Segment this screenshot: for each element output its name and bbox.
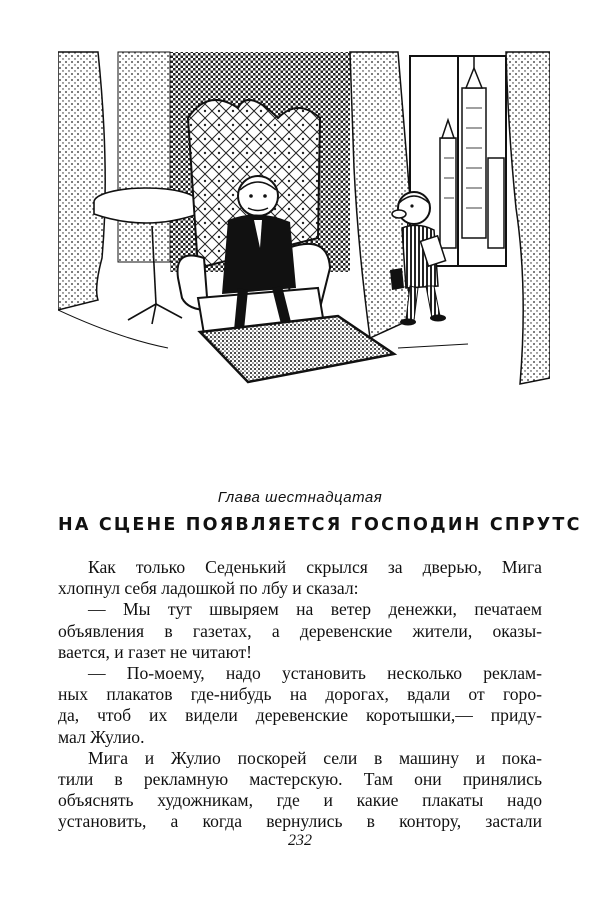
chapter-title: НА СЦЕНЕ ПОЯВЛЯЕТСЯ ГОСПОДИН СПРУТС: [58, 515, 582, 535]
illustration-svg: [58, 48, 550, 416]
right-curtain: [506, 52, 550, 384]
text-line: установить, а когда вернулись в контору, застали: [58, 811, 542, 832]
text-line: — По-моему, надо установить несколько реклам-: [88, 663, 542, 684]
text-line: Как только Седенький скрылся за дверью, Мига: [88, 557, 542, 577]
page-number: 232: [288, 832, 312, 849]
text-line: хлопнул себя ладошкой по лбу и сказал:: [58, 578, 359, 599]
text-line: — Мы тут швыряем на ветер денежки, печатаем: [88, 599, 542, 620]
text-line: объяснять художникам, где и какие плакаты надо: [58, 790, 542, 811]
text-line: да, чтоб их видели деревенские коротышки,— приду-: [58, 705, 542, 726]
body-text: [58, 557, 542, 833]
chapter-label: Глава шестнадцатая: [217, 489, 383, 506]
text-line: объявления в газетах, а деревенские жители, оказы-: [58, 620, 542, 641]
text-line: вается, и газет не читают!: [58, 641, 253, 662]
text-line: мал Жулио.: [58, 726, 145, 747]
text-line: тили в рекламную мастерскую. Там они принялись: [58, 769, 542, 790]
text-line: ных плакатов где-нибудь на дорогах, вдали от горо-: [58, 684, 542, 705]
text-line: Мига и Жулио поскорей сели в машину и пока-: [88, 747, 542, 768]
office-scene-illustration: [58, 48, 550, 416]
left-curtain: [58, 52, 105, 310]
